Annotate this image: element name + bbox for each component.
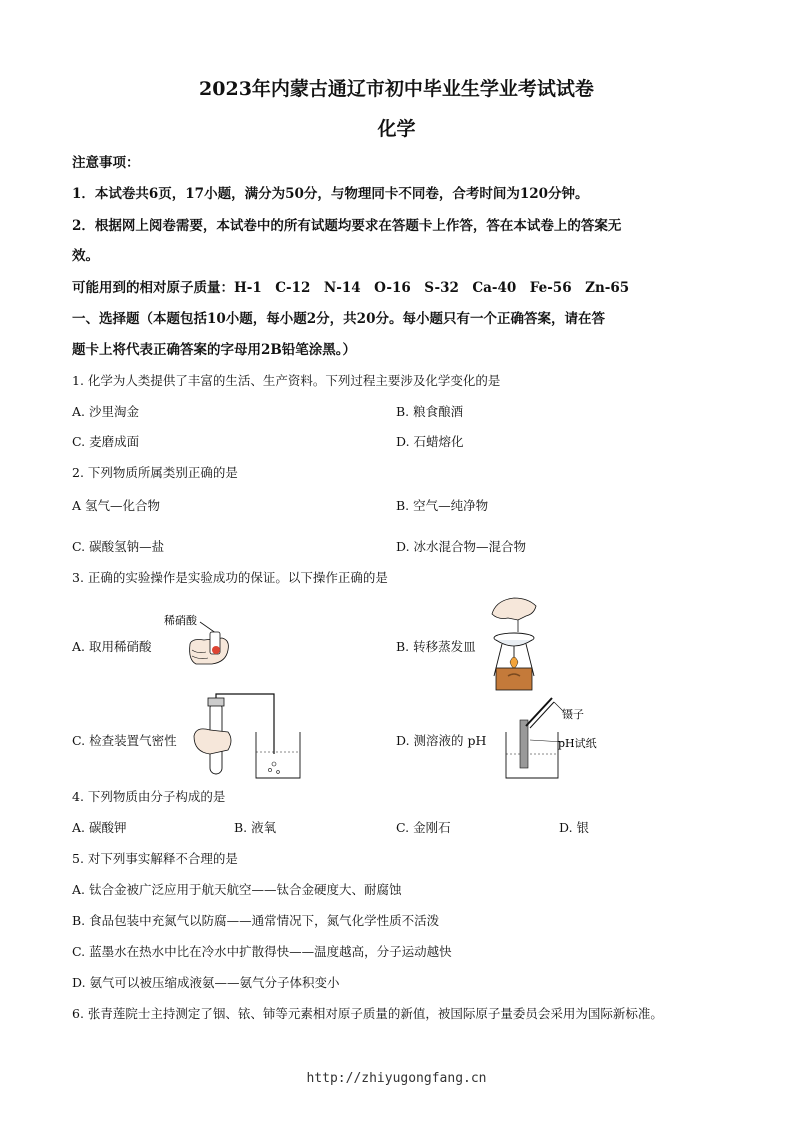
figure-a-label: 稀硝酸 [164,614,197,627]
q4-option-a: A. 碳酸钾 [72,820,127,835]
figure-dilute-acid-bottle [162,610,240,670]
q2-stem: 2. 下列物质所属类别正确的是 [72,465,238,480]
figure-evaporating-dish [478,592,550,692]
notice-item-2-line1: 2．根据网上阅卷需要，本试卷中的所有试题均要求在答题卡上作答，答在本试卷上的答案无 [72,218,622,234]
q1-stem: 1. 化学为人类提供了丰富的生活、生产资料。下列过程主要涉及化学变化的是 [72,373,501,388]
q3-stem: 3. 正确的实验操作是实验成功的保证。以下操作正确的是 [72,570,388,585]
atomic-masses: 可能用到的相对原子质量：H-1 C-12 N-14 O-16 S-32 Ca-40 Fe-56 Zn-65 [72,280,630,296]
q3-option-d: D. 测溶液的 pH [396,733,487,748]
q1-option-d: D. 石蜡熔化 [396,434,464,449]
q5-stem: 5. 对下列事实解释不合理的是 [72,851,238,866]
q2-option-b: B. 空气—纯净物 [396,498,489,513]
notice-heading: 注意事项： [72,155,140,171]
q3-option-a: A. 取用稀硝酸 [72,639,152,654]
q3-option-c: C. 检查装置气密性 [72,733,177,748]
q5-option-c: C. 蓝墨水在热水中比在冷水中扩散得快——温度越高，分子运动越快 [72,944,452,959]
q5-option-b: B. 食品包装中充氮气以防腐——通常情况下，氮气化学性质不活泼 [72,913,440,928]
section1-heading-line2: 题卡上将代表正确答案的字母用2B铅笔涂黑。） [72,342,357,358]
figure-ph-test [500,692,610,784]
q2-option-a: A 氢气—化合物 [72,498,161,513]
q2-option-c: C. 碳酸氢钠—盐 [72,539,165,554]
subject-title: 化学 [377,118,416,140]
q5-option-a: A. 钛合金被广泛应用于航天航空——钛合金硬度大、耐腐蚀 [72,882,402,897]
q6-stem: 6. 张青莲院士主持测定了铟、铱、铈等元素相对原子质量的新值，被国际原子量委员会采用为国际新标准。 [72,1006,663,1021]
q5-option-d: D. 氨气可以被压缩成液氨——氨气分子体积变小 [72,975,340,990]
figure-airtightness-check [190,692,302,784]
q2-option-d: D. 冰水混合物—混合物 [396,539,527,554]
q1-option-c: C. 麦磨成面 [72,434,140,449]
figure-d-label-tweezers: 镊子 [562,708,584,721]
q1-option-b: B. 粮食酿酒 [396,404,464,419]
notice-item-1: 1．本试卷共6页，17小题，满分为50分，与物理同卡不同卷，合考时间为120分钟。 [72,186,589,202]
page-title: 2023年内蒙古通辽市初中毕业生学业考试试卷 [199,78,594,100]
q1-option-a: A. 沙里淘金 [72,404,139,419]
q4-stem: 4. 下列物质由分子构成的是 [72,789,226,804]
q4-option-d: D. 银 [559,820,590,835]
figure-d-label-ph-paper: pH试纸 [558,737,597,750]
q3-option-b: B. 转移蒸发皿 [396,639,476,654]
q4-option-c: C. 金刚石 [396,820,451,835]
notice-item-2-line2: 效。 [72,248,99,264]
q4-option-b: B. 液氧 [234,820,277,835]
footer-url: http://zhiyugongfang.cn [306,1071,487,1086]
section1-heading-line1: 一、选择题（本题包括10小题，每小题2分，共20分。每小题只有一个正确答案，请在答 [72,311,605,327]
